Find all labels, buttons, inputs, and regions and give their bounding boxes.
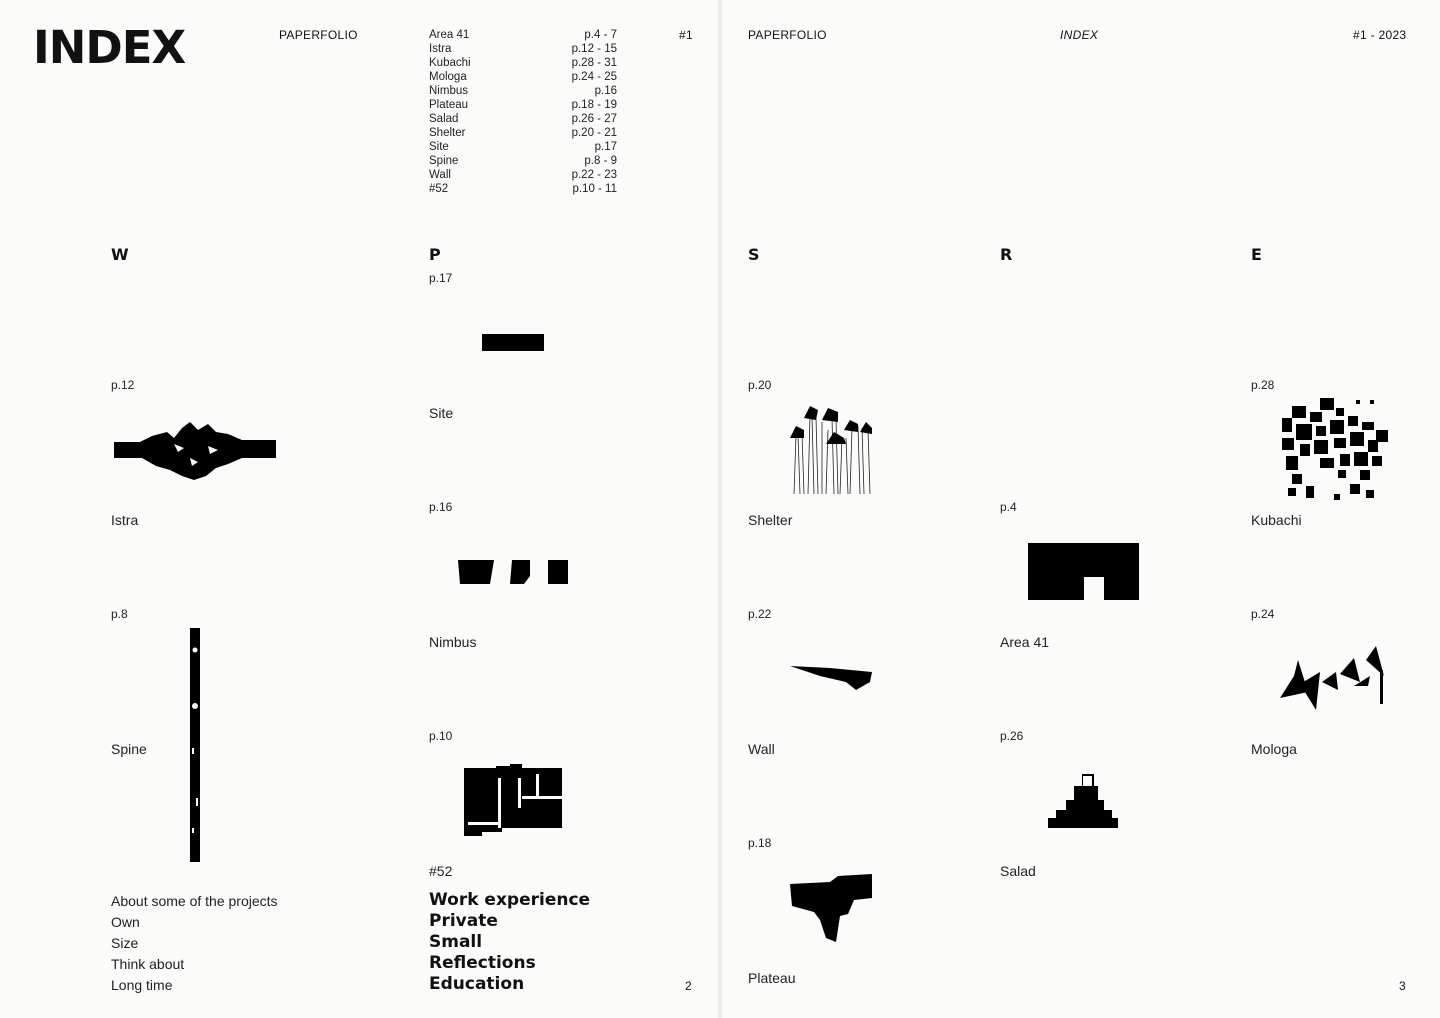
shelter-drawing [788,404,874,496]
toc-entry-name: Kubachi [429,57,471,69]
toc-row[interactable] [429,182,617,196]
plateau-page-ref[interactable]: p.18 [748,836,772,850]
legend-plain-item: Own [111,914,140,930]
brand-label: PAPERFOLIO [748,28,827,42]
toc-row[interactable] [429,98,617,112]
toc-entry-page: p.10 - 11 [572,183,617,195]
toc-entry-page: p.28 - 31 [571,57,617,69]
legend-bold-item: Reflections [429,953,536,973]
site-drawing [482,334,545,352]
spine-label[interactable]: Spine [111,741,147,757]
legend-bold-list [429,890,590,995]
toc-row[interactable] [429,28,617,42]
kubachi-label[interactable]: Kubachi [1251,512,1302,528]
legend-plain-item: About some of the projects [111,893,278,909]
page-title: INDEX [33,21,186,74]
area41-drawing [1028,543,1140,601]
toc-entry-page: p.12 - 15 [571,43,617,55]
n52-label[interactable]: #52 [429,863,453,879]
table-of-contents [429,28,617,198]
toc-row[interactable] [429,84,617,98]
column-letter-r: R [1000,245,1013,264]
toc-entry-name: Nimbus [429,85,468,97]
page-number: 2 [685,979,692,993]
toc-entry-page: p.4 - 7 [584,29,617,41]
brand-label: PAPERFOLIO [279,28,358,42]
plateau-drawing [790,872,874,944]
wall-page-ref[interactable]: p.22 [748,607,772,621]
legend-bold-item: Private [429,911,498,931]
column-letter-s: S [748,245,760,264]
istra-drawing [112,418,277,482]
left-page [0,0,718,1018]
nimbus-label[interactable]: Nimbus [429,634,477,650]
toc-entry-name: Plateau [429,99,469,111]
issue-label: #1 - 2023 [1353,28,1407,42]
toc-entry-name: Salad [429,113,459,125]
legend-plain-item: Think about [111,956,185,972]
toc-row[interactable] [429,126,617,140]
mologa-page-ref[interactable]: p.24 [1251,607,1275,621]
toc-entry-name: Shelter [429,127,466,139]
toc-entry-page: p.22 - 23 [571,169,617,181]
wall-label[interactable]: Wall [748,741,775,757]
area41-label[interactable]: Area 41 [1000,634,1050,650]
shelter-page-ref[interactable]: p.20 [748,378,772,392]
toc-row[interactable] [429,70,617,84]
toc-row[interactable] [429,140,617,154]
toc-row[interactable] [429,154,617,168]
legend-bold-item: Small [429,932,483,952]
toc-row[interactable] [429,42,617,56]
nimbus-page-ref[interactable]: p.16 [429,500,453,514]
right-page [722,0,1440,1018]
kubachi-drawing [1280,396,1392,504]
toc-entry-page: p.16 [594,85,617,97]
toc-entry-page: p.24 - 25 [571,71,617,83]
toc-row[interactable] [429,168,617,182]
legend-bold-item: Work experience [429,890,591,910]
plateau-label[interactable]: Plateau [748,970,796,986]
toc-entry-page: p.26 - 27 [571,113,617,125]
column-letter-p: P [429,245,441,264]
mologa-label[interactable]: Mologa [1251,741,1297,757]
column-letter-w: W [111,245,129,264]
salad-label[interactable]: Salad [1000,863,1036,879]
toc-entry-name: Spine [429,155,459,167]
istra-page-ref[interactable]: p.12 [111,378,135,392]
toc-row[interactable] [429,56,617,70]
spine-drawing [188,628,202,863]
nimbus-drawing [456,558,571,586]
toc-entry-page: p.17 [594,141,617,153]
issue-label: #1 [679,28,693,42]
spine-page-ref[interactable]: p.8 [111,607,128,621]
toc-entry-page: p.8 - 9 [584,155,617,167]
salad-page-ref[interactable]: p.26 [1000,729,1024,743]
column-letter-e: E [1251,245,1262,264]
legend-plain-item: Size [111,935,139,951]
n52-drawing [462,764,565,838]
kubachi-page-ref[interactable]: p.28 [1251,378,1275,392]
mologa-drawing [1280,646,1392,712]
legend-plain-item: Long time [111,977,173,993]
wall-drawing [790,664,874,692]
section-label: INDEX [1060,28,1099,42]
toc-entry-name: Mologa [429,71,467,83]
toc-entry-name: Istra [429,43,452,55]
toc-entry-name: Site [429,141,449,153]
legend-bold-item: Education [429,974,525,994]
site-label[interactable]: Site [429,405,454,421]
toc-entry-page: p.20 - 21 [571,127,617,139]
istra-label[interactable]: Istra [111,512,139,528]
toc-entry-name: Wall [429,169,451,181]
toc-entry-name: Area 41 [429,29,470,41]
legend-plain-list [111,891,278,996]
shelter-label[interactable]: Shelter [748,512,793,528]
area41-page-ref[interactable]: p.4 [1000,500,1017,514]
toc-entry-page: p.18 - 19 [571,99,617,111]
salad-drawing [1048,772,1120,830]
toc-entry-name: #52 [429,183,449,195]
page-number: 3 [1399,979,1406,993]
n52-page-ref[interactable]: p.10 [429,729,453,743]
site-page-ref[interactable]: p.17 [429,271,453,285]
toc-row[interactable] [429,112,617,126]
